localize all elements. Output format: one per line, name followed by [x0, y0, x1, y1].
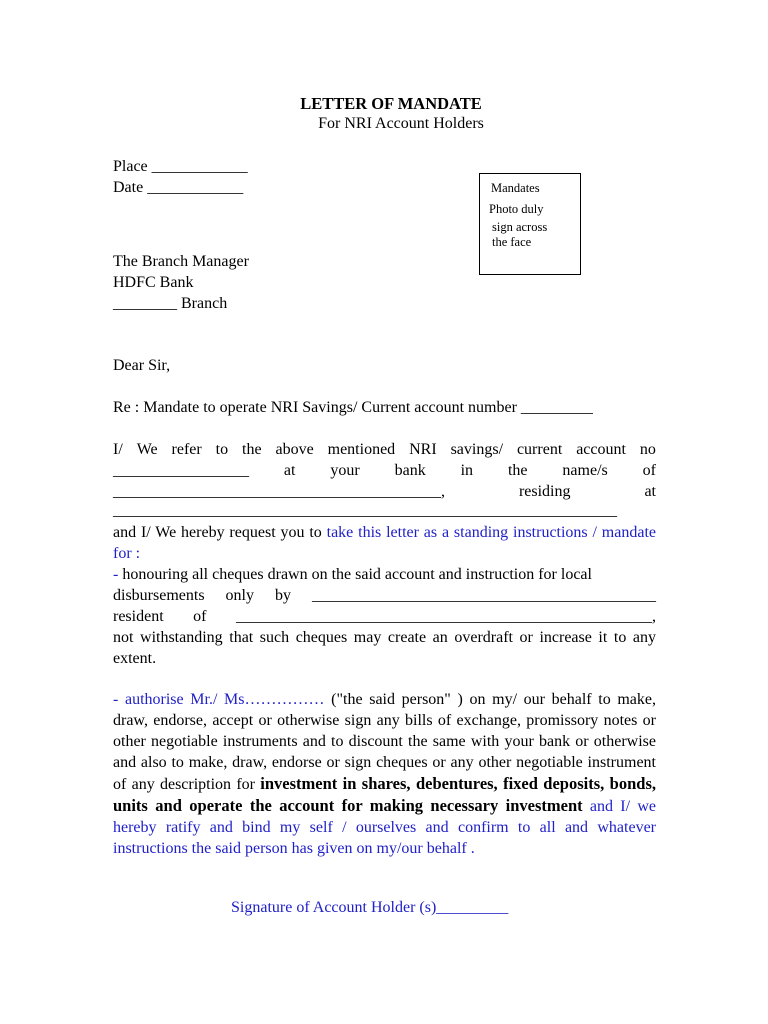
signature-line: Signature of Account Holder (s)_________ [231, 899, 509, 916]
salutation: Dear Sir, [113, 357, 171, 374]
para1-line: _________________ at your bank in the name/s of [113, 462, 656, 479]
authorise-paragraph: - authorise Mr./ Ms…………… ("the said person" ) on my/ our behalf to make, draw, endorse, accept or otherwise sign any bills of exchange, promissory notes or other negotiable instruments and to discount the same with your bank or otherwise and also to make, draw, endorse or sign cheques or any other negotiable instrument of any description for investment in shares, debentures, fixed deposits, bonds, units and operate the account for making necessary investment and I/ we hereby ratify and bind my self / ourselves and confirm to all and whatever instructions the said person has given on my/our behalf . [113, 691, 657, 857]
authorise-highlight: - authorise Mr./ Ms…………… [113, 691, 325, 708]
honouring-paragraph-cont: not withstanding that such cheques may create an overdraft or increase it to any extent. [113, 629, 656, 667]
honouring-paragraph: - honouring all cheques drawn on the said account and instruction for local [113, 566, 592, 583]
ratify-text: and I/ we hereby ratify and bind my self / ourselves and confirm to all and whatever instructions the said person has given on my/our behalf . [113, 798, 657, 857]
photo-box-line: Mandates [491, 181, 540, 195]
date-field: Date ____________ [113, 179, 244, 196]
photo-box-line: Photo duly [489, 202, 544, 216]
para1-line: _______________________________________________________________ [113, 502, 617, 519]
letter-title: LETTER OF MANDATE [300, 94, 482, 113]
para1-line: I/ We refer to the above mentioned NRI savings/ current account no [113, 441, 656, 458]
request-paragraph: and I/ We hereby request you to take this letter as a standing instructions / mandate for : [113, 524, 656, 562]
para1-line: _________________________________________, residing at [113, 483, 656, 500]
honouring-line: resident of ____________________________________________________, [113, 608, 656, 625]
place-field: Place ____________ [113, 158, 248, 175]
request-highlight: take this letter as a standing instructions / mandate for : [113, 524, 656, 562]
address-line: ________ Branch [113, 295, 228, 312]
address-line: The Branch Manager [113, 253, 249, 270]
address-line: HDFC Bank [113, 274, 194, 291]
reference-line: Re : Mandate to operate NRI Savings/ Current account number _________ [113, 399, 593, 416]
photo-box-line: the face [492, 235, 532, 249]
honouring-line: disbursements only by ___________________________________________ [113, 587, 656, 604]
photo-box [479, 173, 581, 275]
photo-box-line: sign across [492, 220, 548, 234]
letter-subtitle: For NRI Account Holders [318, 115, 484, 132]
investment-bold-text: investment in shares, debentures, fixed deposits, bonds, units and operate the account for making necessary investment [113, 774, 656, 815]
